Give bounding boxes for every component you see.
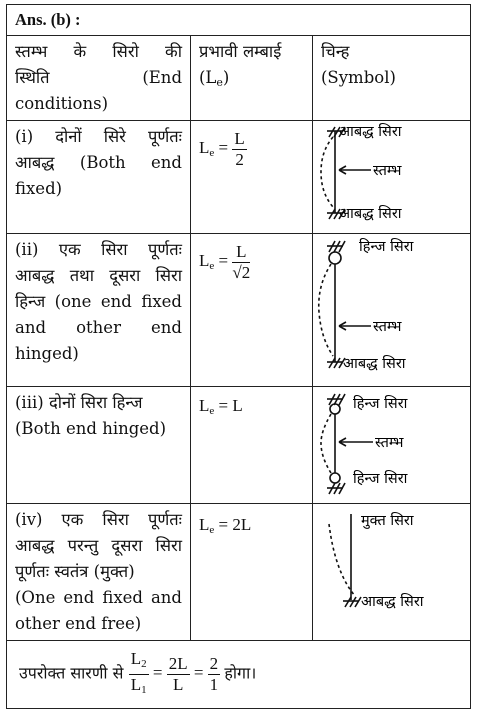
hinge-circle (330, 404, 340, 414)
table-row (7, 234, 471, 387)
formula-text: L (130, 675, 142, 694)
fixed-hinged-symbol (313, 234, 471, 386)
header-text: ) (222, 68, 230, 87)
label-bottom: आबद्ध सिरा (339, 206, 402, 222)
footer-cell (7, 641, 471, 709)
buckled-shape (321, 137, 333, 207)
fraction (232, 242, 250, 283)
header-text: conditions) (15, 94, 109, 113)
condition-cell (7, 387, 191, 504)
condition-text: आबद्ध तथा दूसरा सिरा (15, 266, 182, 285)
formula-subscript: e (209, 405, 215, 417)
condition-text: (ii) एक सिरा पूर्णतः (15, 240, 182, 259)
header-text: प्रभावी लम्बाई (199, 42, 282, 61)
formula-text: L (130, 649, 142, 668)
header-end-conditions (7, 36, 191, 121)
header-text: स्थिति (End (15, 68, 182, 87)
symbol-cell (313, 387, 471, 504)
condition-text: पूर्णतः स्वतंत्र (मुक्त) (15, 562, 135, 581)
formula-text: L (199, 138, 210, 158)
condition-text: (i) दोनों सिरे पूर्णतः (15, 127, 182, 146)
fraction-numerator: 2L (168, 654, 188, 673)
fixed-fixed-symbol (313, 121, 471, 233)
formula-rhs: 2L (232, 515, 252, 534)
formula-subscript: e (209, 260, 215, 273)
fraction-denominator: 1 (209, 675, 219, 694)
formula-text: L (199, 251, 210, 271)
label-bottom: आबद्ध सिरा (361, 594, 424, 610)
fraction-denominator (129, 675, 149, 700)
fraction-numerator: L (232, 242, 250, 263)
condition-text: (iv) एक सिरा पूर्णतः (15, 510, 182, 529)
fixed-free-symbol (313, 504, 471, 640)
condition-text: (One end fixed and (15, 588, 182, 607)
answer-title: Ans. (b) : (7, 5, 471, 36)
label-top: मुक्त सिरा (361, 513, 414, 529)
fraction-numerator: L (234, 129, 245, 148)
formula-cell (191, 504, 313, 641)
label-bottom: आबद्ध सिरा (343, 356, 406, 372)
formula-equals: = (152, 663, 163, 683)
symbol-cell (313, 234, 471, 387)
table-row (7, 387, 471, 504)
table-row (7, 504, 471, 641)
label-top: आबद्ध सिरा (339, 124, 402, 140)
header-row (7, 36, 471, 121)
label-bottom: हिन्ज सिरा (353, 471, 408, 487)
header-text: (Symbol) (321, 68, 396, 87)
hinged-hinged-symbol (313, 387, 471, 503)
formula-equals: = (218, 396, 229, 415)
header-text: स्तम्भ के सिरो की (15, 42, 182, 61)
header-symbol (313, 36, 471, 121)
condition-text: आबद्ध (Both end (15, 153, 182, 172)
title-row (7, 5, 471, 36)
condition-text: hinged) (15, 344, 79, 363)
answer-table (6, 4, 471, 709)
buckled-shape (319, 264, 333, 356)
formula-equals: = (218, 251, 229, 271)
condition-cell (7, 504, 191, 641)
symbol-cell (313, 121, 471, 234)
fraction (129, 649, 149, 700)
formula-equals: = (193, 663, 204, 683)
ratio-formula (129, 649, 225, 696)
header-text: चिन्ह (321, 42, 350, 61)
condition-text: and other end (15, 318, 182, 337)
formula-equals: = (218, 515, 229, 534)
table-row (7, 121, 471, 234)
formula-subscript: 2 (141, 658, 147, 670)
label-column: स्तम्भ (373, 319, 402, 335)
buckled-shape (321, 414, 331, 473)
footer-row (7, 641, 471, 709)
condition-text: (iii) दोनों सिरा हिन्ज (15, 393, 143, 412)
formula-text: L (199, 396, 210, 415)
condition-text: fixed) (15, 179, 63, 198)
condition-text: आबद्ध परन्तु दूसरा सिरा (15, 536, 182, 555)
formula-cell (191, 387, 313, 504)
label-top: हिन्ज सिरा (353, 396, 408, 412)
fraction-denominator: L (172, 675, 184, 694)
label-top: हिन्ज सिरा (359, 239, 414, 255)
condition-text: (Both end hinged) (15, 419, 167, 438)
condition-text: other end free) (15, 614, 142, 633)
footer-suffix: होगा। (224, 663, 257, 683)
formula-cell (191, 234, 313, 387)
formula-rhs: L (232, 396, 243, 415)
condition-text: हिन्ज (one end fixed (15, 292, 182, 311)
fraction-denominator: √2 (232, 263, 251, 282)
condition-cell (7, 121, 191, 234)
formula-cell (191, 121, 313, 234)
header-text (199, 65, 304, 96)
formula-subscript: e (209, 524, 215, 536)
header-subscript: e (216, 76, 223, 89)
label-column: स्तम्भ (373, 163, 402, 179)
fraction (232, 129, 246, 170)
symbol-cell (313, 504, 471, 641)
hinge-circle (329, 252, 341, 264)
fraction (167, 654, 190, 695)
label-column: स्तम्भ (375, 435, 404, 451)
effective-length-formula (199, 242, 251, 282)
effective-length-formula (199, 515, 251, 534)
effective-length-formula (199, 129, 247, 169)
fraction-numerator: 2 (209, 654, 219, 673)
formula-equals: = (218, 138, 229, 158)
formula-subscript: e (209, 147, 215, 160)
effective-length-formula (199, 396, 243, 415)
condition-cell (7, 234, 191, 387)
fraction-denominator: 2 (235, 150, 244, 169)
header-effective-length (191, 36, 313, 121)
formula-subscript: 1 (141, 684, 147, 696)
fraction (208, 654, 221, 695)
header-text: (L (199, 68, 217, 87)
fraction-numerator (129, 649, 149, 675)
hinge-circle (330, 473, 340, 483)
formula-text: L (199, 515, 210, 534)
footer-prefix: उपरोक्त सारणी से (19, 663, 124, 683)
